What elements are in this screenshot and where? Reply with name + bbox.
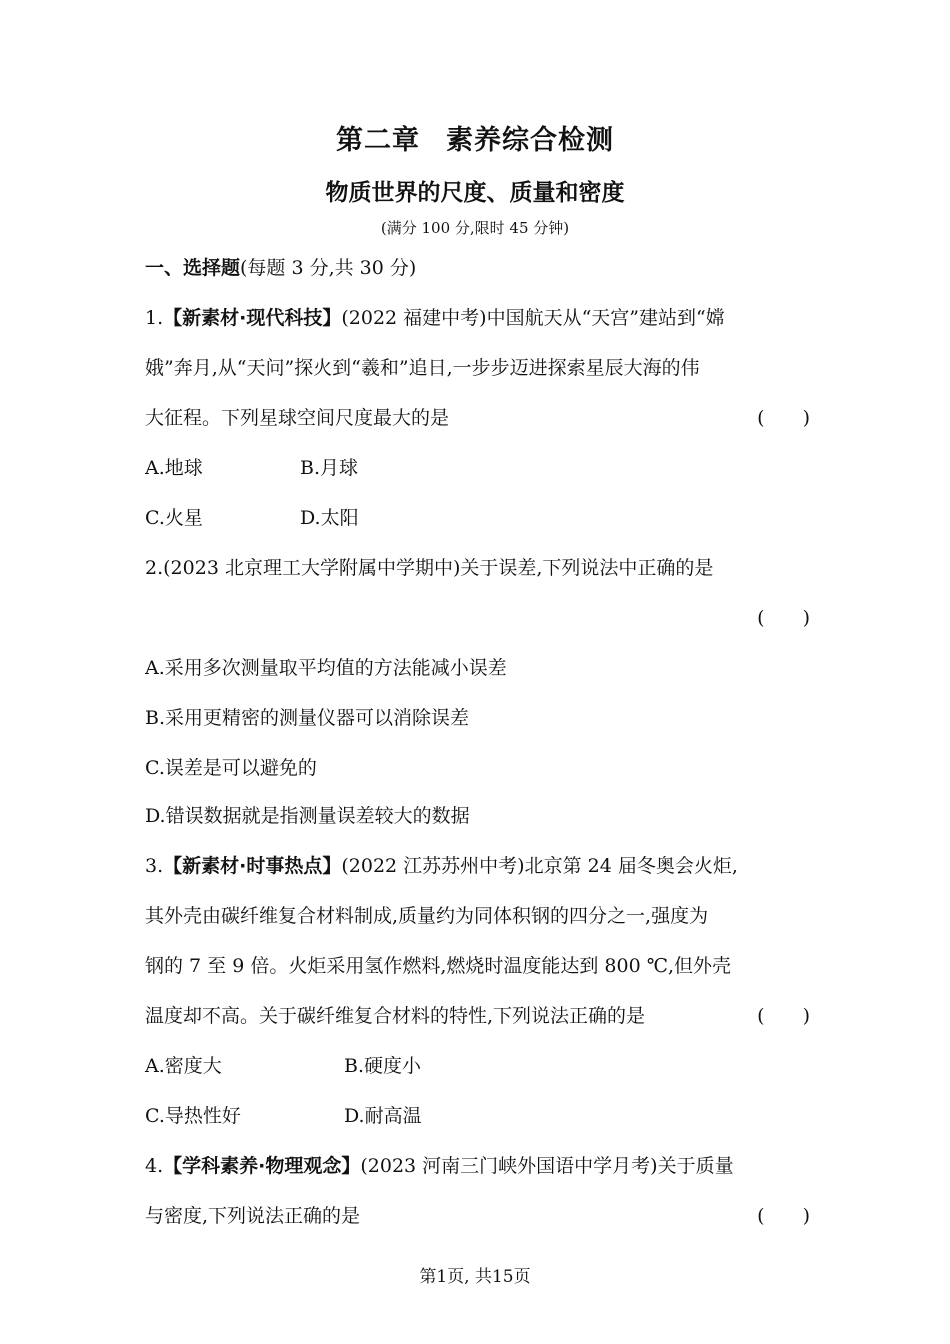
answer-bracket: ( ): [757, 1205, 810, 1227]
option-b: B.硬度小: [344, 1055, 422, 1077]
option-d: D.错误数据就是指测量误差较大的数据: [145, 805, 470, 827]
question-1-line-2: 娥”奔月,从“天问”探火到“羲和”追日,一步步迈进探索星辰大海的伟: [145, 357, 700, 379]
option-c: C.误差是可以避免的: [145, 757, 317, 779]
question-1-line-3: [145, 403, 810, 430]
option-a: A.地球: [145, 457, 203, 479]
option-c: C.导热性好: [145, 1105, 241, 1127]
chapter-title: [0, 118, 950, 157]
page-footer: 第1页, 共15页: [419, 1267, 531, 1287]
question-text: 温度却不高。关于碳纤维复合材料的特性,下列说法正确的是: [145, 1005, 646, 1027]
options-row: [145, 453, 810, 480]
options-row: [145, 1051, 810, 1078]
question-3-line-3: 钢的 7 至 9 倍。火炬采用氢作燃料,燃烧时温度能达到 800 ℃,但外壳: [145, 955, 732, 977]
question-text: (2022 江苏苏州中考)北京第 24 届冬奥会火炬,: [341, 855, 738, 877]
answer-bracket: ( ): [757, 607, 810, 629]
question-text: 与密度,下列说法正确的是: [145, 1205, 361, 1227]
question-number: 3.: [145, 855, 164, 877]
question-number: 4.: [145, 1155, 164, 1177]
question-text: (2023 河南三门峡外国语中学月考)关于质量: [360, 1155, 734, 1177]
option-c: C.火星: [145, 507, 203, 529]
question-number: 1.: [145, 307, 164, 329]
answer-bracket: ( ): [757, 1005, 810, 1027]
option-a: A.密度大: [145, 1055, 222, 1077]
chapter-name: 素养综合检测: [446, 125, 614, 156]
chapter-number: 第二章: [336, 125, 420, 156]
question-tag: 【新素材·现代科技】: [163, 307, 342, 329]
question-tag: 【学科素养·物理观念】: [163, 1155, 361, 1177]
option-d: D.耐高温: [344, 1105, 422, 1127]
question-tag: 【新素材·时事热点】: [163, 855, 342, 877]
question-text: 大征程。下列星球空间尺度最大的是: [145, 407, 450, 429]
question-2-line-1: [145, 553, 810, 580]
exam-info: (满分 100 分,限时 45 分钟): [380, 219, 570, 237]
question-3-line-2: 其外壳由碳纤维复合材料制成,质量约为同体积钢的四分之一,强度为: [145, 905, 709, 927]
option-b: B.月球: [300, 457, 359, 479]
section-note: (每题 3 分,共 30 分): [240, 257, 417, 279]
option-b: B.采用更精密的测量仪器可以消除误差: [145, 707, 470, 729]
question-4-line-2: [145, 1201, 810, 1228]
answer-bracket: ( ): [757, 407, 810, 429]
question-text: (2022 福建中考)中国航天从“天宫”建站到“嫦: [341, 307, 725, 329]
option-d: D.太阳: [300, 507, 359, 529]
page-subtitle: 物质世界的尺度、质量和密度: [325, 180, 625, 206]
question-3-line-1: [145, 851, 810, 878]
options-row: [145, 503, 810, 530]
options-row: [145, 1101, 810, 1128]
question-4-line-1: [145, 1151, 810, 1178]
question-1-line-1: [145, 303, 810, 330]
section-label: 一、选择题: [145, 257, 241, 279]
question-3-line-4: [145, 1001, 810, 1028]
question-number: 2.: [145, 557, 164, 579]
section-heading: [145, 253, 416, 280]
option-a: A.采用多次测量取平均值的方法能减小误差: [145, 657, 507, 679]
question-text: (2023 北京理工大学附属中学期中)关于误差,下列说法中正确的是: [163, 557, 714, 579]
